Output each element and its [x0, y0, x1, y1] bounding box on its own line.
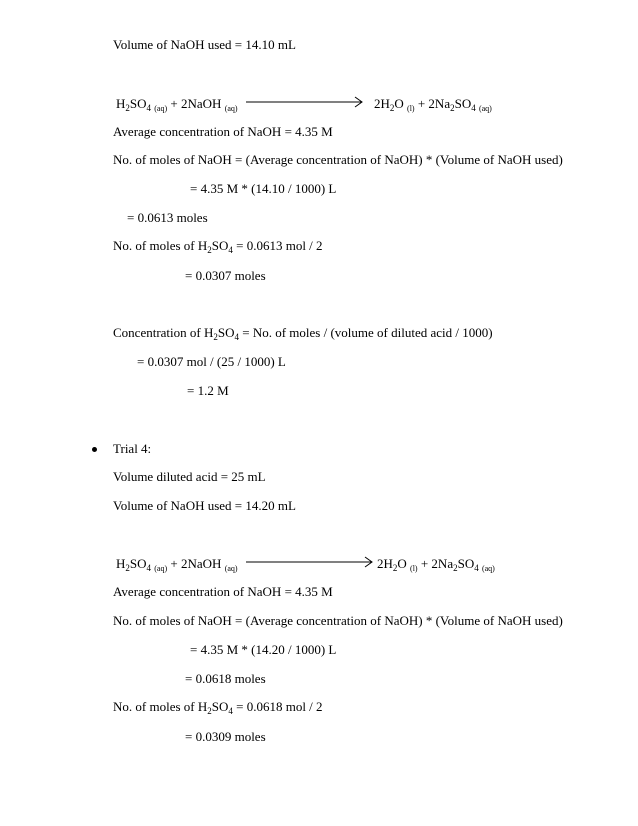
trial4-moles-acid: [113, 699, 323, 719]
subscript: 4: [146, 563, 152, 573]
subscript: 2: [450, 103, 455, 113]
state-label: (l): [407, 104, 415, 113]
trial3-concentration: [113, 325, 493, 345]
subscript: 4: [471, 103, 476, 113]
subscript: 2: [453, 563, 458, 573]
trial3-moles-naoh-label: No. of moles of NaOH = (Average concentration of NaOH) * (Volume of NaOH used): [113, 152, 563, 167]
bullet-icon: [92, 447, 97, 452]
subscript: 2: [392, 563, 398, 573]
text: SO: [129, 556, 147, 571]
trial3-naoh-volume: Volume of NaOH used = 14.10 mL: [113, 37, 296, 52]
trial3-equation-reactants: [116, 96, 238, 117]
state-label: (aq): [224, 104, 238, 113]
subscript: 2: [207, 706, 212, 716]
subscript: 2: [207, 245, 212, 255]
text: + 2NaOH: [167, 556, 225, 571]
text: H: [116, 556, 126, 571]
text: H: [116, 96, 126, 111]
text: + 2Na: [414, 96, 451, 111]
text: O: [394, 96, 408, 111]
text: SO: [217, 325, 235, 340]
text: 2H: [374, 96, 390, 111]
subscript: 2: [389, 103, 395, 113]
state-label: (aq): [154, 564, 168, 573]
subscript: 2: [213, 332, 218, 342]
text: SO: [211, 699, 229, 714]
text: + 2NaOH: [167, 96, 225, 111]
trial4-moles-naoh-label: No. of moles of NaOH = (Average concentration of NaOH) * (Volume of NaOH used): [113, 613, 563, 628]
state-label: (l): [410, 564, 418, 573]
trial4-avg-concentration: Average concentration of NaOH = 4.35 M: [113, 584, 333, 599]
trial4-equation-products: [377, 556, 495, 577]
reaction-arrow: [246, 96, 364, 108]
text: O: [397, 556, 411, 571]
text: SO: [129, 96, 147, 111]
state-label: (aq): [224, 564, 238, 573]
reaction-arrow: [246, 556, 374, 568]
trial4-equation-reactants: [116, 556, 238, 577]
trial3-equation-products: [374, 96, 492, 117]
trial3-moles-naoh-result: = 0.0613 moles: [127, 210, 208, 225]
state-label: (aq): [481, 564, 495, 573]
text: = 0.0613 mol / 2: [232, 238, 323, 253]
trial4-moles-naoh-result: = 0.0618 moles: [185, 671, 266, 686]
trial4-naoh-volume: Volume of NaOH used = 14.20 mL: [113, 498, 296, 513]
state-label: (aq): [154, 104, 168, 113]
trial3-concentration-result: = 1.2 M: [187, 383, 229, 398]
text: SO: [211, 238, 229, 253]
text: SO: [454, 96, 472, 111]
text: Concentration of H: [113, 325, 214, 340]
text: No. of moles of H: [113, 699, 208, 714]
trial4-moles-naoh-calc: = 4.35 M * (14.20 / 1000) L: [190, 642, 337, 657]
subscript: 2: [125, 563, 130, 573]
trial3-moles-acid-result: = 0.0307 moles: [185, 268, 266, 283]
subscript: 4: [228, 245, 233, 255]
subscript: 2: [125, 103, 130, 113]
trial4-heading: Trial 4:: [113, 441, 152, 456]
text: No. of moles of H: [113, 238, 208, 253]
trial3-moles-acid: [113, 238, 323, 258]
trial3-moles-naoh-calc: = 4.35 M * (14.10 / 1000) L: [190, 181, 337, 196]
subscript: 4: [228, 706, 233, 716]
text: SO: [457, 556, 475, 571]
text: = No. of moles / (volume of diluted acid / 1000): [239, 325, 493, 340]
trial4-acid-volume: Volume diluted acid = 25 mL: [113, 469, 266, 484]
text: + 2Na: [417, 556, 454, 571]
state-label: (aq): [478, 104, 492, 113]
subscript: 4: [146, 103, 152, 113]
trial4-moles-acid-result: = 0.0309 moles: [185, 729, 266, 744]
trial3-avg-concentration: Average concentration of NaOH = 4.35 M: [113, 124, 333, 139]
trial3-concentration-calc: = 0.0307 mol / (25 / 1000) L: [137, 354, 286, 369]
text: = 0.0618 mol / 2: [232, 699, 323, 714]
subscript: 4: [234, 332, 239, 342]
text: 2H: [377, 556, 393, 571]
subscript: 4: [474, 563, 479, 573]
